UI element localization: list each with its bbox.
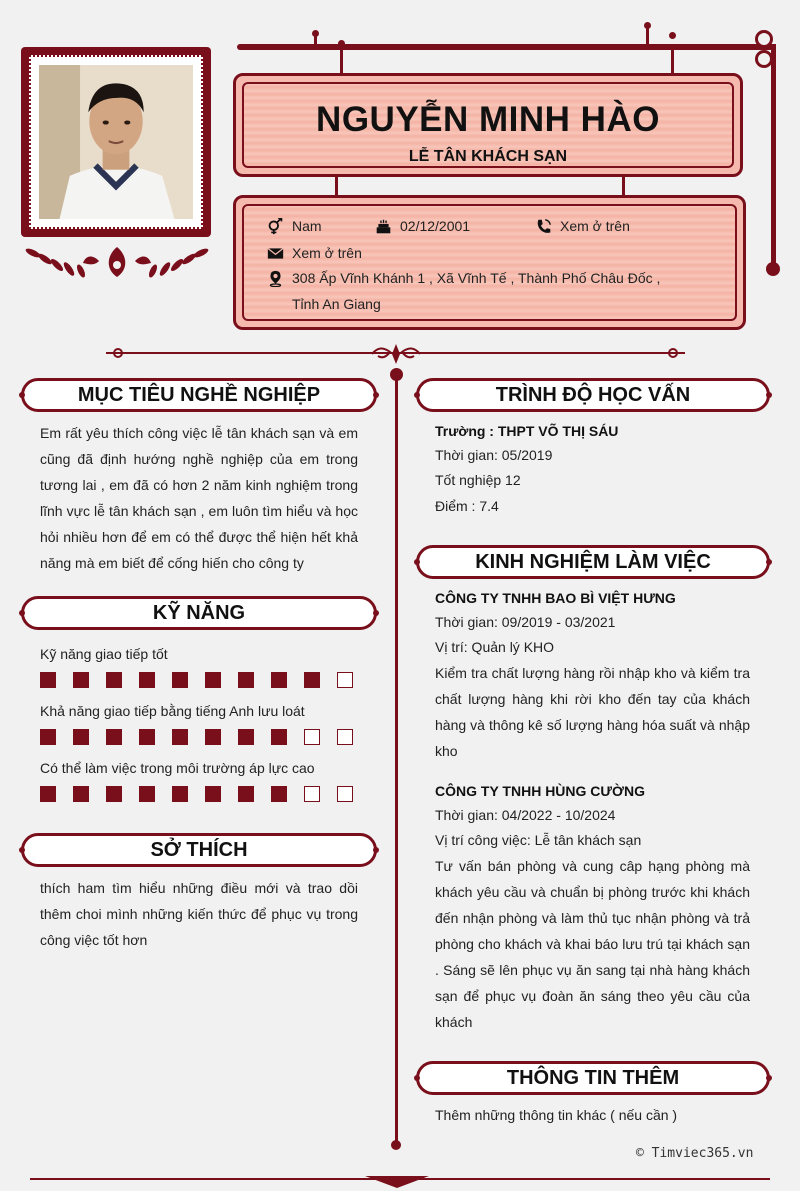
skill-level-1 xyxy=(40,729,353,745)
profile-photo xyxy=(39,65,193,219)
education-heading: TRÌNH ĐỘ HỌC VẤN xyxy=(416,378,770,412)
skill-square-filled xyxy=(73,729,89,745)
address-line-1: 308 Ấp Vĩnh Khánh 1 , Xã Vĩnh Tế , Thành Phố Châu Đốc , xyxy=(292,270,661,286)
skill-square-filled xyxy=(106,786,122,802)
skill-square-filled xyxy=(238,786,254,802)
ring-ornament xyxy=(755,30,773,48)
birthday-item: 02/12/2001 xyxy=(375,218,470,235)
cake-icon xyxy=(375,218,392,235)
ring-ornament xyxy=(755,50,773,68)
laurel-ornament xyxy=(25,243,209,279)
skill-square-filled xyxy=(139,672,155,688)
skill-level-2 xyxy=(40,786,353,802)
skill-square-empty xyxy=(304,729,320,745)
skill-label: Kỹ năng giao tiếp tốt xyxy=(40,646,168,662)
school-name: Trường : THPT VÕ THỊ SÁU xyxy=(435,423,619,439)
job-time: Thời gian: 09/2019 - 03/2021 xyxy=(435,614,616,630)
job-time: Thời gian: 04/2022 - 10/2024 xyxy=(435,807,616,823)
skill-square-filled xyxy=(271,729,287,745)
divider-ornament-right xyxy=(663,346,687,360)
skill-level-0 xyxy=(40,672,353,688)
skill-square-filled xyxy=(73,786,89,802)
skill-square-filled xyxy=(106,672,122,688)
extra-info-text: Thêm những thông tin khác ( nếu cần ) xyxy=(435,1107,678,1123)
skill-square-filled xyxy=(205,672,221,688)
skill-square-filled xyxy=(40,672,56,688)
skill-square-filled xyxy=(205,729,221,745)
divider-ornament-center xyxy=(368,340,424,366)
skill-square-filled xyxy=(73,672,89,688)
skill-square-filled xyxy=(172,786,188,802)
phone-icon xyxy=(535,218,552,235)
objective-heading: MỤC TIÊU NGHỀ NGHIỆP xyxy=(21,378,377,412)
job-position: Vị trí: Quản lý KHO xyxy=(435,639,555,655)
skill-square-empty xyxy=(337,729,353,745)
email-item: Xem ở trên xyxy=(267,245,362,262)
skill-label: Khả năng giao tiếp bằng tiếng Anh lưu loát xyxy=(40,703,305,719)
skill-label: Có thể làm việc trong môi trường áp lực cao xyxy=(40,760,315,776)
skill-square-filled xyxy=(238,672,254,688)
skill-square-filled xyxy=(172,729,188,745)
skill-square-filled xyxy=(40,729,56,745)
education-degree: Tốt nghiệp 12 xyxy=(435,472,521,488)
objective-text: Em rất yêu thích công việc lễ tân khách sạn và em cũng đã định hướng nghề nghiệp của em trong tương lai , em đã có hơn 2 năm kinh nghiệm trong lĩnh vực lễ tân khách sạn , em luôn tìm hiểu và học hỏi nhiều hơn để em có thể được thể hiện hết khả năng mà em biết để cống hiến cho công ty xyxy=(40,425,358,571)
skill-square-filled xyxy=(139,729,155,745)
pole-ball xyxy=(766,262,780,276)
skill-square-filled xyxy=(106,729,122,745)
hobbies-text: thích ham tìm hiểu những điều mới và trao dồi thêm choi mình những kiến thức để phục vụ trong công việc tốt hơn xyxy=(40,880,358,948)
education-time: Thời gian: 05/2019 xyxy=(435,447,553,463)
skill-square-filled xyxy=(271,672,287,688)
extra-info-heading: THÔNG TIN THÊM xyxy=(416,1061,770,1095)
full-name: NGUYỄN MINH HÀO xyxy=(316,100,660,139)
skill-square-filled xyxy=(40,786,56,802)
footer-credit: © Timviec365.vn xyxy=(636,1146,754,1161)
divider-ornament-left xyxy=(104,346,128,360)
phone-item: Xem ở trên xyxy=(535,218,630,235)
hobbies-heading: SỞ THÍCH xyxy=(21,833,377,867)
skill-square-filled xyxy=(205,786,221,802)
job-company: CÔNG TY TNHH BAO BÌ VIỆT HƯNG xyxy=(435,590,676,606)
address-item xyxy=(267,265,660,317)
skill-square-empty xyxy=(337,672,353,688)
experience-heading: KINH NGHIỆM LÀM VIỆC xyxy=(416,545,770,579)
job-title: LỄ TÂN KHÁCH SẠN xyxy=(408,148,568,165)
center-line xyxy=(395,370,398,1145)
contact-board xyxy=(233,195,746,330)
job-company: CÔNG TY TNHH HÙNG CƯỜNG xyxy=(435,783,645,799)
location-pin-icon xyxy=(267,270,284,287)
skill-square-empty xyxy=(304,786,320,802)
education-score: Điểm : 7.4 xyxy=(435,498,499,514)
skill-square-filled xyxy=(238,729,254,745)
job-description: Tư vấn bán phòng và cung câp hạng phòng mà khách yêu cầu và chuẩn bị phòng trước khi khách đến nhận phòng và làm thủ tục nhận phòng và trả phòng cho khách và khai báo lưu trú tại khách sạn . Sáng sẽ lên phục vụ ăn sang tại nhà hàng khách sạn để phục vụ đoàn ăn sáng theo yêu cầu của khách xyxy=(435,858,750,1030)
skill-square-filled xyxy=(304,672,320,688)
skill-square-filled xyxy=(271,786,287,802)
job-description: Kiểm tra chất lượng hàng rồi nhập kho và kiểm tra chất lượng hàng khi rời kho đến tay của khách hàng và thông kê số lượng hàng hóa suất và nhập kho xyxy=(435,665,750,759)
header-rail xyxy=(237,44,775,50)
skill-square-filled xyxy=(172,672,188,688)
skill-square-empty xyxy=(337,786,353,802)
name-board xyxy=(233,73,743,177)
address-line-2: Tỉnh An Giang xyxy=(292,296,381,312)
footer-ornament xyxy=(365,1176,429,1188)
envelope-icon xyxy=(267,245,284,262)
skill-square-filled xyxy=(139,786,155,802)
profile-photo-frame xyxy=(21,47,211,237)
skills-heading: KỸ NĂNG xyxy=(21,596,377,630)
gender-item: Nam xyxy=(267,218,322,235)
gender-icon xyxy=(267,218,284,235)
header-pole xyxy=(771,44,776,270)
job-position: Vị trí công việc: Lễ tân khách sạn xyxy=(435,832,642,848)
